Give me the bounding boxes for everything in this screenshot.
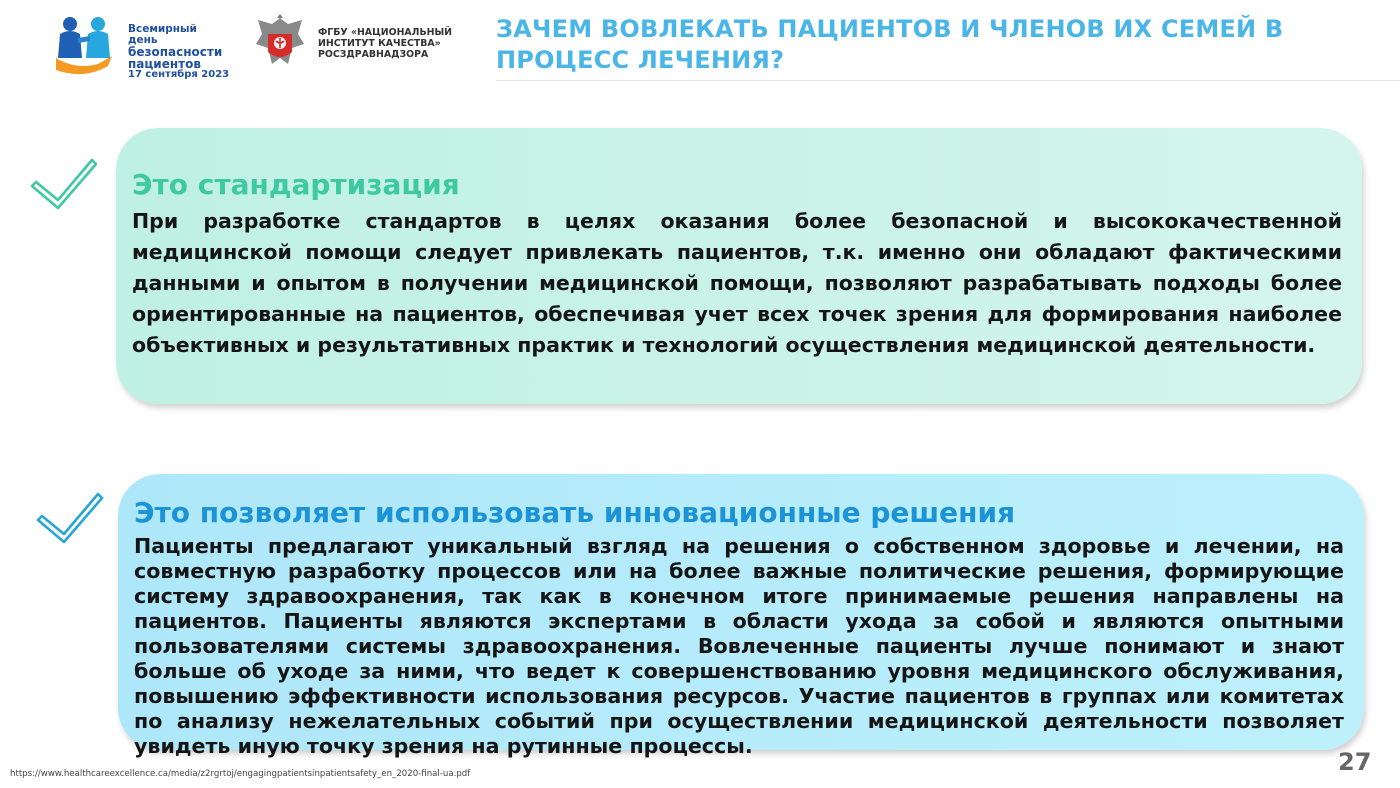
card-innovation	[118, 474, 1364, 758]
checkmark-icon	[28, 158, 100, 214]
logo1-line2: безопасности	[128, 45, 223, 59]
card-text: При разработке стандартов в целях оказания более безопасной и высококачественной медицинской помощи следует привлекать пациентов, т.к. именно они обладают фактическими данными и опытом в получении медицинской помощи, позволяют разрабатывать подходы более ориентированные на пациентов, обеспечивая учет всех точек зрения для формирования наиболее объективных и результативных практик и технологий осуществления медицинской деятельности.	[132, 209, 1342, 357]
card-heading: Это стандартизация	[132, 168, 460, 201]
logo1-date: 17 сентября 2023	[128, 69, 230, 80]
title-divider	[496, 80, 1400, 81]
institute-line1: ФГБУ «НАЦИОНАЛЬНЫЙ	[318, 27, 453, 38]
card-heading: Это позволяет использовать инновационные решения	[134, 496, 1016, 529]
card-standardization	[116, 128, 1362, 404]
page-title: ЗАЧЕМ ВОВЛЕКАТЬ ПАЦИЕНТОВ И ЧЛЕНОВ ИХ СЕМЕЙ В ПРОЦЕСС ЛЕЧЕНИЯ?	[496, 15, 1284, 74]
institute-line3: РОСЗДРАВНАДЗОРА	[318, 49, 429, 60]
logo1-caption	[128, 24, 224, 70]
institute-caption	[318, 27, 452, 60]
patient-safety-logo-icon	[54, 14, 120, 76]
logo1-line1: Всемирный день	[128, 23, 197, 46]
checkmark-icon	[34, 492, 106, 548]
page-number: 27	[1338, 748, 1372, 776]
emblem-icon	[252, 12, 308, 72]
card-text: Пациенты предлагают уникальный взгляд на решения о собственном здоровье и лечении, на совместную разработку процессов или на более важные политические решения, формирующие систему здравоохранения, так как в конечном итоге принимаемые решения направлены на пациентов. Пациенты являются экспертами в области ухода за собой и являются опытными пользователями системы здравоохранения. Вовлеченные пациенты лучше понимают и знают больше об уходе за ними, что ведет к совершенствованию уровня медицинского обслуживания, повышению эффективности использования ресурсов. Участие пациентов в группах или комитетах по анализу нежелательных событий при осуществлении медицинской деятельности позволяет увидеть иную точку зрения на рутинные процессы.	[134, 534, 1344, 758]
institute-line2: ИНСТИТУТ КАЧЕСТВА»	[318, 38, 441, 49]
source-link[interactable]: https://www.healthcareexcellence.ca/media/z2rgrtoj/engagingpatientsinpatientsafety_en_2020-final-ua.pdf	[10, 769, 471, 779]
logo1-line3: пациентов	[128, 57, 201, 71]
patient-safety-day-logo	[54, 12, 230, 80]
